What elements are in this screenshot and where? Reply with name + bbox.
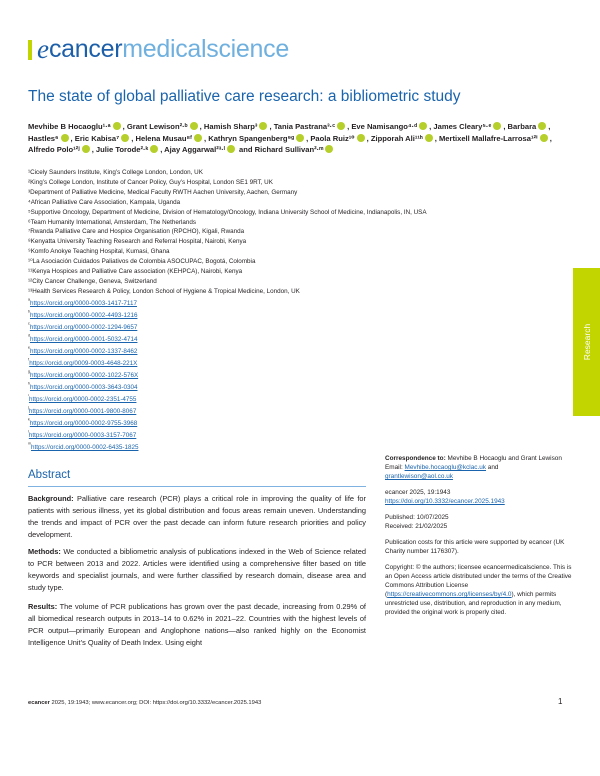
author-name: Alfredo Polo¹²ʲ: [28, 145, 80, 154]
orcid-icon[interactable]: [325, 145, 333, 153]
abstract-divider: [28, 486, 366, 487]
author-line: Mevhibe B Hocaoglu¹·ᵃ , Grant Lewison²·ᵇ , Hamish Sharp³ , Tania Pastrana³·ᶜ , Eve Namisango⁴·ᵈ , James Cleary⁵·ᵉ , Barbara ,: [28, 122, 551, 131]
affiliation-item: ⁸Kenyatta University Teaching Research and Referral Hospital, Nairobi, Kenya: [28, 238, 247, 246]
methods-text: We conducted a bibliometric analysis of publications indexed in the Web of Science related to PCR between 2013 and 2022. Articles were identified using a comprehensive filter based on title keywords and specialist journals, and were further classified by research domain, disease area and study type.: [28, 547, 366, 592]
copyright-text-a: Copyright: © the authors; licensee ecancermedicalscience. This is an Open Access article distributed under the terms of the Creative Commons Attribution License (: [385, 564, 572, 598]
author-name: James Cleary⁵·ᵉ: [433, 122, 492, 131]
orcid-mark: ᵏ: [28, 418, 30, 424]
affiliation-item: ⁷Rwanda Palliative Care and Hospice Organisation (RPCHO), Kigali, Rwanda: [28, 228, 245, 236]
orcid-link[interactable]: https://orcid.org/0000-0003-1417-7117: [29, 300, 137, 308]
author-name: Paola Ruiz¹⁰: [310, 133, 355, 143]
orcid-icon[interactable]: [419, 122, 427, 130]
orcid-icon[interactable]: [82, 145, 90, 153]
orcid-mark: ᵇ: [28, 310, 30, 316]
email-link-2[interactable]: grantlewison@aol.co.uk: [385, 473, 453, 480]
author-name: Kathryn Spangenberg⁹ᵍ: [208, 133, 295, 143]
orcid-link-row: [28, 309, 328, 321]
orcid-icon[interactable]: [357, 134, 365, 142]
author-line: Alfredo Polo¹²ʲ , Julie Torode²·ᵏ , Ajay Aggarwal²³·ˡ and Richard Sullivan²·ᵐ: [28, 144, 568, 156]
orcid-link[interactable]: https://orcid.org/0000-0002-1337-8462: [29, 348, 138, 356]
orcid-link[interactable]: https://orcid.org/0000-0002-1294-9657: [29, 324, 138, 332]
correspondence: [385, 454, 575, 481]
orcid-link[interactable]: https://orcid.org/0000-0003-3157-7067: [28, 432, 137, 440]
author-name: Mertixell Mallafre-Larrosa¹²ⁱ: [438, 133, 538, 143]
logo-medicalscience: medicalscience: [122, 35, 289, 63]
orcid-link-row: [28, 357, 328, 369]
orcid-link[interactable]: https://orcid.org/0000-0002-6435-1825: [31, 444, 139, 452]
author-line: Hastles⁶ , Eric Kabisa⁷ , Helena Musau⁸ᶠ , Kathryn Spangenberg⁹ᵍ , Paola Ruiz¹⁰ , Zipporah Ali¹¹ʰ , Mertixell Mallafre-Larrosa¹²ⁱ ,: [28, 133, 552, 143]
orcid-link-row: [28, 381, 328, 393]
article-info-column: [385, 454, 575, 624]
page-footer: [28, 700, 261, 706]
orcid-icon[interactable]: [493, 122, 501, 130]
orcid-list: [28, 297, 328, 453]
correspondence-names: Mevhibe B Hocaoglu and Grant Lewison: [447, 455, 562, 462]
logo-e: e: [37, 34, 49, 64]
abstract-background: [28, 493, 366, 541]
orcid-link-row: [28, 345, 328, 357]
orcid-icon[interactable]: [150, 145, 158, 153]
orcid-icon[interactable]: [61, 134, 69, 142]
results-label: Results:: [28, 602, 58, 611]
affiliation-item: ⁹Komfo Anokye Teaching Hospital, Kumasi, Ghana: [28, 248, 170, 256]
methods-label: Methods:: [28, 547, 61, 556]
affiliation-item: ³Department of Palliative Medicine, Medical Faculty RWTH Aachen University, Aachen, Germany: [28, 188, 298, 196]
email-label: Email:: [385, 464, 403, 471]
orcid-link[interactable]: https://orcid.org/0000-0002-2351-4755: [28, 396, 137, 404]
affiliation-list: [28, 168, 568, 297]
orcid-mark: ᵐ: [28, 442, 32, 448]
orcid-mark: ˡ: [28, 430, 29, 436]
background-label: Background:: [28, 494, 74, 503]
author-list: [28, 121, 568, 156]
author-name: Tania Pastrana³·ᶜ: [273, 122, 336, 131]
orcid-mark: ᵉ: [28, 346, 30, 352]
page-number: 1: [558, 697, 563, 706]
author-name: Ajay Aggarwal²³·ˡ: [164, 145, 225, 154]
author-name: Hamish Sharp³: [203, 122, 258, 131]
affiliation-item: ¹³Health Services Research & Policy, London School of Hygiene & Tropical Medicine, London, UK: [28, 287, 300, 295]
publication-costs: Publication costs for this article were supported by ecancer (UK Charity number 1176307).: [385, 539, 565, 555]
author-name: Grant Lewison²·ᵇ: [126, 122, 188, 131]
orcid-icon[interactable]: [538, 122, 546, 130]
affiliation-item: ¹⁰La Asociación Cuidados Paliativos de Colombia ASOCUPAC, Bogotá, Colombia: [28, 258, 256, 266]
orcid-icon[interactable]: [259, 122, 267, 130]
article-title: The state of global palliative care research: a bibliometric study: [28, 88, 461, 105]
orcid-mark: ᵈ: [28, 334, 30, 340]
side-tab-label: Research: [581, 323, 592, 361]
orcid-icon[interactable]: [194, 134, 202, 142]
author-name: Hastles⁶: [28, 133, 59, 143]
orcid-link-row: [28, 333, 328, 345]
footer-journal: ecancer: [28, 700, 50, 706]
abstract-results: [28, 601, 366, 649]
orcid-icon[interactable]: [227, 145, 235, 153]
orcid-mark: ᵍ: [28, 370, 30, 376]
journal-logo: [28, 36, 289, 62]
orcid-icon[interactable]: [540, 134, 548, 142]
orcid-link-row: [28, 405, 328, 417]
abstract-heading: Abstract: [28, 469, 71, 481]
orcid-link[interactable]: https://orcid.org/0000-0001-9800-8067: [28, 408, 137, 416]
author-name: Helena Musau⁸ᶠ: [135, 133, 192, 143]
logo-cancer: cancer: [48, 35, 123, 63]
abstract-methods: [28, 546, 366, 594]
license-link[interactable]: https://creativecommons.org/licenses/by/4.0: [387, 591, 512, 598]
orcid-mark: ᵃ: [28, 298, 30, 304]
affiliation-item: ⁵Supportive Oncology, Department of Medicine, Division of Hematology/Oncology, Indiana University School of Medicine, Indianapolis, IN, USA: [28, 208, 427, 216]
affiliation-item: ²King’s College London, Institute of Cancer Policy, Guy’s Hospital, London SE1 9RT, UK: [28, 178, 273, 186]
author-name: Eve Namisango⁴·ᵈ: [351, 122, 418, 131]
orcid-icon[interactable]: [121, 134, 129, 142]
citation: ecancer 2025, 19:1943: [385, 489, 451, 496]
logo-accent-bar: [28, 40, 32, 60]
results-text: The volume of PCR publications has grown over the past decade, increasing from 0.29% of all biomedical research outputs in 2013–14 to 0.62% in 2021–22. Countries with the highest levels of PCR output—primarily European and Anglophone nations—also ranked highly on the Economist Intelligence Unit’s Quality of Death Index. Using eight: [28, 602, 366, 647]
orcid-mark: ⁱ: [28, 394, 29, 400]
orcid-link-row: [28, 429, 328, 441]
published-date: Published: 10/07/2025: [385, 514, 449, 521]
orcid-mark: ᶠ: [28, 358, 30, 364]
orcid-mark: ʲ: [28, 406, 29, 412]
footer-citation: 2025, 19:1943; www.ecancer.org; DOI: https://doi.org/10.3332/ecancer.2025.1943: [49, 700, 262, 706]
correspondence-label: Correspondence to:: [385, 455, 446, 462]
orcid-link-row: [28, 393, 328, 405]
orcid-link-row: [28, 417, 328, 429]
orcid-link-row: [28, 321, 328, 333]
affiliation-item: ¹Cicely Saunders Institute, King’s College London, London, UK: [28, 169, 203, 176]
orcid-icon[interactable]: [190, 122, 198, 130]
orcid-link-row: [28, 369, 328, 381]
orcid-link[interactable]: https://orcid.org/0000-0001-5032-4714: [29, 336, 138, 344]
orcid-icon[interactable]: [425, 134, 433, 142]
affiliation-item: ¹²City Cancer Challenge, Geneva, Switzerland: [28, 277, 157, 285]
research-side-tab: [573, 268, 600, 416]
affiliation-item: ¹¹Kenya Hospices and Palliative Care association (KEHPCA), Nairobi, Kenya: [28, 268, 243, 276]
citation-block: [385, 488, 575, 506]
orcid-link[interactable]: https://orcid.org/0000-0003-3643-0304: [30, 384, 138, 392]
copyright: [385, 563, 575, 617]
orcid-mark: ʰ: [28, 382, 31, 388]
orcid-icon[interactable]: [337, 122, 345, 130]
and-word: and: [487, 464, 499, 471]
author-name: Eric Kabisa⁷: [74, 133, 120, 143]
copyright-text-b: ), which permits unrestricted use, distribution, and reproduction in any medium, provided the original work is properly cited.: [385, 591, 562, 616]
orcid-link[interactable]: https://orcid.org/0000-0002-4493-1216: [29, 312, 138, 320]
dates-block: [385, 513, 575, 531]
orcid-link[interactable]: https://orcid.org/0000-0002-9755-3968: [29, 420, 138, 428]
affiliation-item: ⁴African Palliative Care Association, Kampala, Uganda: [28, 198, 181, 206]
background-text: Palliative care research (PCR) plays a critical role in improving the quality of life for patients with serious illness, yet its global distribution and focus areas remain uneven. Understanding the trends and impact of PCR over the past decade can inform future research priorities and policy development.: [28, 494, 366, 539]
orcid-link[interactable]: https://orcid.org/0009-0003-4648-221X: [29, 360, 138, 368]
author-name: Mevhibe B Hocaoglu¹·ᵃ: [28, 122, 111, 131]
orcid-link-row: [28, 297, 328, 309]
author-name: Barbara: [507, 122, 537, 131]
orcid-mark: ᶜ: [28, 322, 30, 328]
email-link-1[interactable]: Mevhibe.hocaoglu@kclac.uk: [404, 464, 486, 471]
orcid-link-row: [28, 441, 328, 453]
author-name: Zipporah Ali¹¹ʰ: [370, 133, 423, 143]
author-name: and Richard Sullivan²·ᵐ: [239, 145, 324, 154]
orcid-icon[interactable]: [113, 122, 121, 130]
author-name: Julie Torode²·ᵏ: [95, 145, 149, 154]
doi-link[interactable]: https://doi.org/10.3332/ecancer.2025.1943: [385, 498, 505, 505]
orcid-icon[interactable]: [296, 134, 304, 142]
affiliation-item: ⁶Team Humanity International, Amsterdam, The Netherlands: [28, 218, 197, 226]
orcid-link[interactable]: https://orcid.org/0000-0002-1022-576X: [29, 372, 139, 380]
received-date: Received: 21/02/2025: [385, 523, 448, 530]
